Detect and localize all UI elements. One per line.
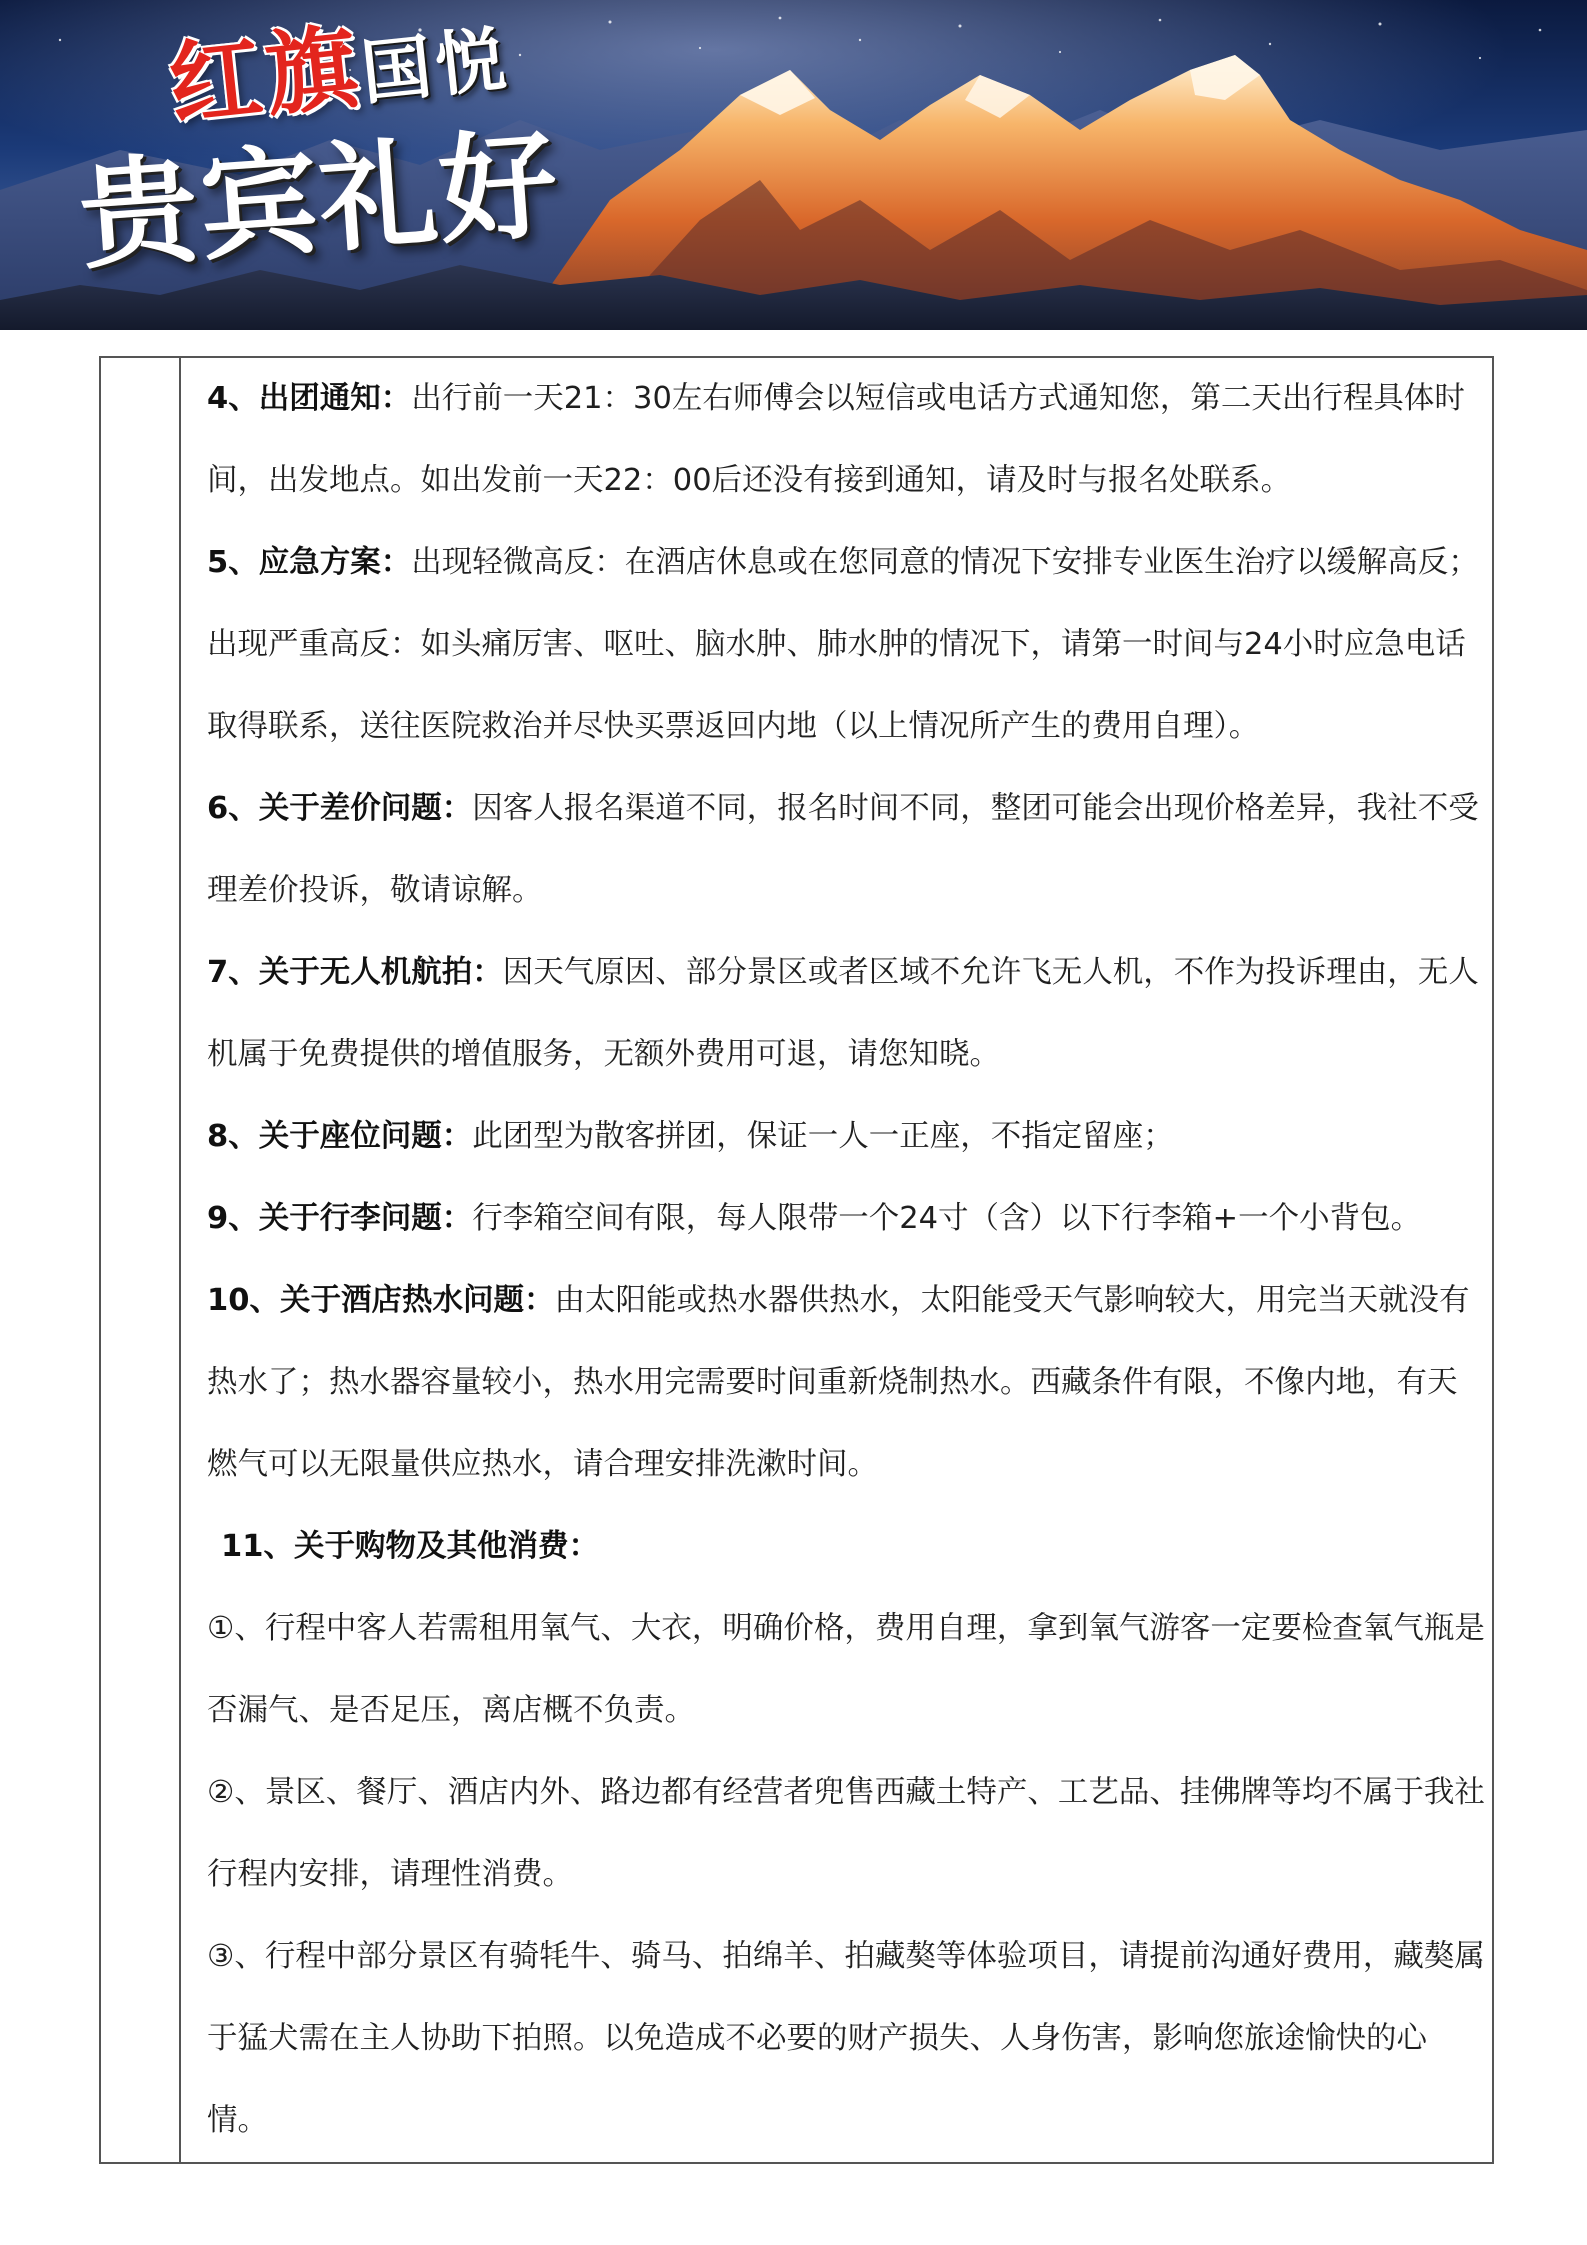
note-text: 由太阳能或热水器供热水，太阳能受天气影响较大，用完当天就没有热水了；热水器容量较小，热水用完需要时间重新烧制热水。西藏条件有限，不像内地，有天燃气可以无限量供应热水，请合理安排洗漱时间。	[207, 1283, 1470, 1482]
note-text: 行李箱空间有限，每人限带一个24寸（含）以下行李箱+一个小背包。	[472, 1201, 1422, 1236]
note-label: 11、关于购物及其他消费：	[221, 1529, 599, 1564]
banner-title	[75, 12, 640, 286]
note-label: 9、关于行李问题：	[207, 1201, 473, 1236]
note-shopping-item-2	[207, 1752, 1487, 1916]
note-text: 因客人报名渠道不同，报名时间不同，整团可能会出现价格差异，我社不受理差价投诉，敬请谅解。	[207, 791, 1479, 908]
note-text: 此团型为散客拼团，保证一人一正座，不指定留座；	[472, 1119, 1174, 1154]
note-seating	[207, 1096, 1487, 1178]
note-shopping-heading	[207, 1506, 1487, 1588]
note-text: ③、行程中部分景区有骑牦牛、骑马、拍绵羊、拍藏獒等体验项目，请提前沟通好费用，藏獒属于猛犬需在主人协助下拍照。以免造成不必要的财产损失、人身伤害，影响您旅途愉快的心情。	[207, 1939, 1485, 2138]
note-text: ①、行程中客人若需租用氧气、大衣，明确价格，费用自理，拿到氧气游客一定要检查氧气瓶是否漏气、是否足压，离店概不负责。	[207, 1611, 1485, 1728]
note-emergency-plan	[207, 522, 1487, 768]
banner-title-red: 红旗	[164, 12, 367, 140]
note-label: 4、出团通知：	[207, 381, 412, 416]
note-label: 8、关于座位问题：	[207, 1119, 473, 1154]
note-departure-notice	[207, 358, 1487, 522]
note-label: 10、关于酒店热水问题：	[207, 1283, 555, 1318]
header-banner	[0, 0, 1587, 330]
note-price-difference	[207, 768, 1487, 932]
banner-title-white: 国悦	[357, 16, 514, 115]
notes-table	[99, 356, 1494, 2164]
note-label: 5、应急方案：	[207, 545, 412, 580]
note-label: 6、关于差价问题：	[207, 791, 473, 826]
note-luggage	[207, 1178, 1487, 1260]
note-text: 出行前一天21：30左右师傅会以短信或电话方式通知您，第二天出行程具体时间，出发地点。如出发前一天22：00后还没有接到通知，请及时与报名处联系。	[207, 381, 1465, 498]
note-text: 出现轻微高反：在酒店休息或在您同意的情况下安排专业医生治疗以缓解高反；出现严重高反：如头痛厉害、呕吐、脑水肿、肺水肿的情况下，请第一时间与24小时应急电话取得联系，送往医院救治并尽快买票返回内地（以上情况所产生的费用自理）。	[207, 545, 1479, 744]
table-column-divider	[179, 358, 181, 2162]
note-label: 7、关于无人机航拍：	[207, 955, 503, 990]
note-drone-photography	[207, 932, 1487, 1096]
note-shopping-item-3	[207, 1916, 1487, 2162]
banner-title-main: 贵宾礼好	[75, 113, 564, 286]
note-hotel-hot-water	[207, 1260, 1487, 1506]
notes-content	[207, 358, 1487, 2162]
note-text: ②、景区、餐厅、酒店内外、路边都有经营者兜售西藏土特产、工艺品、挂佛牌等均不属于我社行程内安排，请理性消费。	[207, 1775, 1485, 1892]
note-text: 因天气原因、部分景区或者区域不允许飞无人机，不作为投诉理由，无人机属于免费提供的增值服务，无额外费用可退，请您知晓。	[207, 955, 1479, 1072]
note-shopping-item-1	[207, 1588, 1487, 1752]
